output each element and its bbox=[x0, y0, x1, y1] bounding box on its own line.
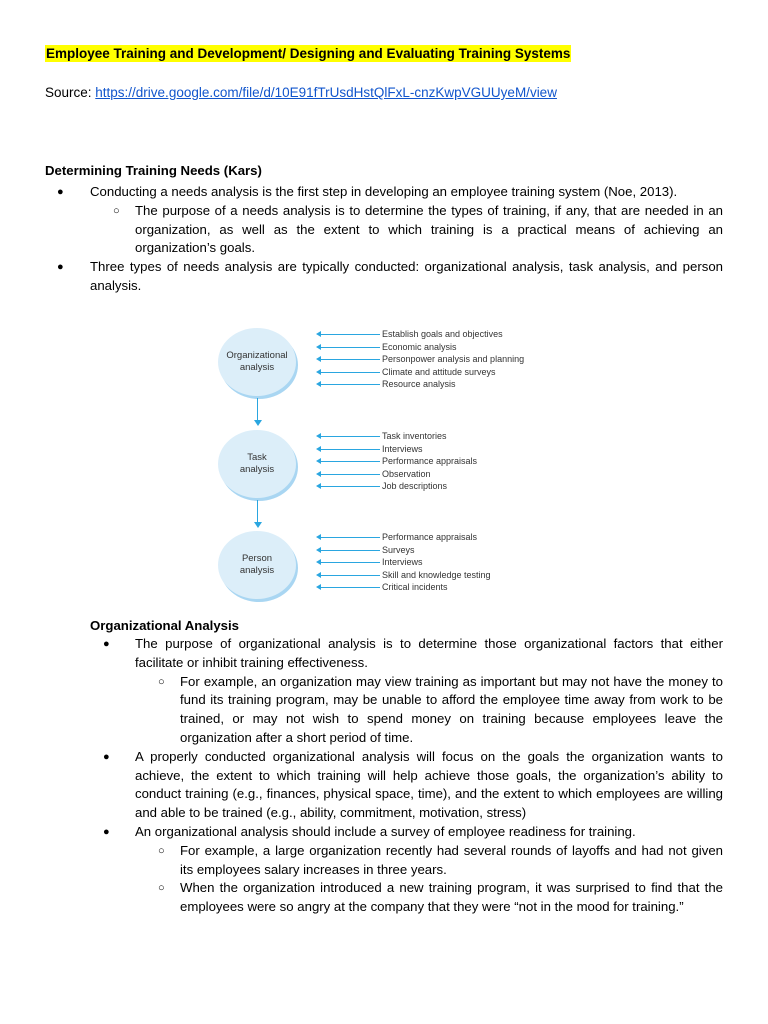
sub-bullet-icon: ○ bbox=[158, 882, 165, 895]
node-task-analysis: Task analysis bbox=[218, 430, 296, 498]
node-organizational-analysis: Organizational analysis bbox=[218, 328, 296, 396]
list-item: ● Conducting a needs analysis is the first step in developing an employee training system (Noe, 2013). bbox=[45, 183, 723, 202]
document-title: Employee Training and Development/ Designing and Evaluating Training Systems bbox=[46, 46, 571, 61]
section-determining-training-needs bbox=[45, 162, 723, 296]
list-item: ○ When the organization introduced a new training program, it was surprised to find that the employees were so angry at the company that they were “not in the mood for training.” bbox=[158, 880, 723, 915]
source-line bbox=[45, 84, 557, 101]
list-item: ○ For example, a large organization recently had several rounds of layoffs and had not given its employees salary increases in three years. bbox=[158, 842, 723, 877]
bullet-icon: ● bbox=[57, 186, 64, 198]
section-organizational-analysis bbox=[45, 617, 723, 917]
arrow-down-icon bbox=[254, 420, 262, 426]
input-arrow: Interviews bbox=[316, 556, 540, 568]
input-arrow: Interviews bbox=[316, 443, 540, 455]
source-label: Source: bbox=[45, 85, 96, 100]
sub-bullet-icon: ○ bbox=[158, 844, 165, 857]
input-arrow: Job descriptions bbox=[316, 480, 540, 492]
input-arrow: Critical incidents bbox=[316, 581, 540, 593]
needs-analysis-diagram bbox=[210, 320, 540, 600]
section-heading: Organizational Analysis bbox=[90, 618, 240, 633]
list-item: ● A properly conducted organizational analysis will focus on the goals the organization wants to achieve, the extent to which training will help achieve those goals, the organization’s ability to conduct training (e.g., finances, physical space, time), and the extent to which employees are willing and able to be trained (e.g., ability, commitment, motivation, stress) bbox=[103, 748, 723, 821]
node-person-analysis: Person analysis bbox=[218, 531, 296, 599]
list-item: ● An organizational analysis should include a survey of employee readiness for training. bbox=[45, 823, 723, 842]
connector-line bbox=[257, 398, 258, 420]
input-arrow: Surveys bbox=[316, 544, 540, 556]
sub-bullet-icon: ○ bbox=[158, 675, 165, 688]
input-arrow: Task inventories bbox=[316, 430, 540, 442]
list-item: ○ The purpose of a needs analysis is to determine the types of training, if any, that are needed in an organization, as well as the extent to which training is a practical means of achieving an organization’s goals. bbox=[113, 202, 723, 256]
connector-line bbox=[257, 500, 258, 522]
input-arrow: Establish goals and objectives bbox=[316, 328, 540, 340]
bullet-icon: ● bbox=[103, 825, 110, 838]
bullet-icon: ● bbox=[103, 750, 110, 763]
input-arrow: Personpower analysis and planning bbox=[316, 353, 540, 365]
bullet-icon: ● bbox=[57, 261, 64, 274]
section-heading: Determining Training Needs (Kars) bbox=[45, 163, 262, 178]
input-arrow: Performance appraisals bbox=[316, 455, 540, 467]
list-item: ● The purpose of organizational analysis is to determine those organizational factors that either facilitate or inhibit training effectiveness. bbox=[103, 636, 723, 670]
list-item: ○ For example, an organization may view training as important but may not have the money to fund its training program, may be unable to afford the employee time away from work to be trained, or may not wish to spend money on training because employees leave the organization after a short period of time. bbox=[158, 673, 723, 745]
input-arrow: Observation bbox=[316, 468, 540, 480]
input-arrow: Economic analysis bbox=[316, 341, 540, 353]
sub-bullet-icon: ○ bbox=[113, 204, 120, 217]
input-arrow: Skill and knowledge testing bbox=[316, 569, 540, 581]
input-arrow: Climate and attitude surveys bbox=[316, 366, 540, 378]
arrow-down-icon bbox=[254, 522, 262, 528]
bullet-icon: ● bbox=[103, 638, 110, 650]
input-arrow: Resource analysis bbox=[316, 378, 540, 390]
source-link[interactable]: https://drive.google.com/file/d/10E91fTrUsdHstQlFxL-cnzKwpVGUUyeM/view bbox=[95, 85, 557, 100]
input-arrow: Performance appraisals bbox=[316, 531, 540, 543]
list-item: ● Three types of needs analysis are typically conducted: organizational analysis, task analysis, and person analysis. bbox=[57, 259, 723, 293]
